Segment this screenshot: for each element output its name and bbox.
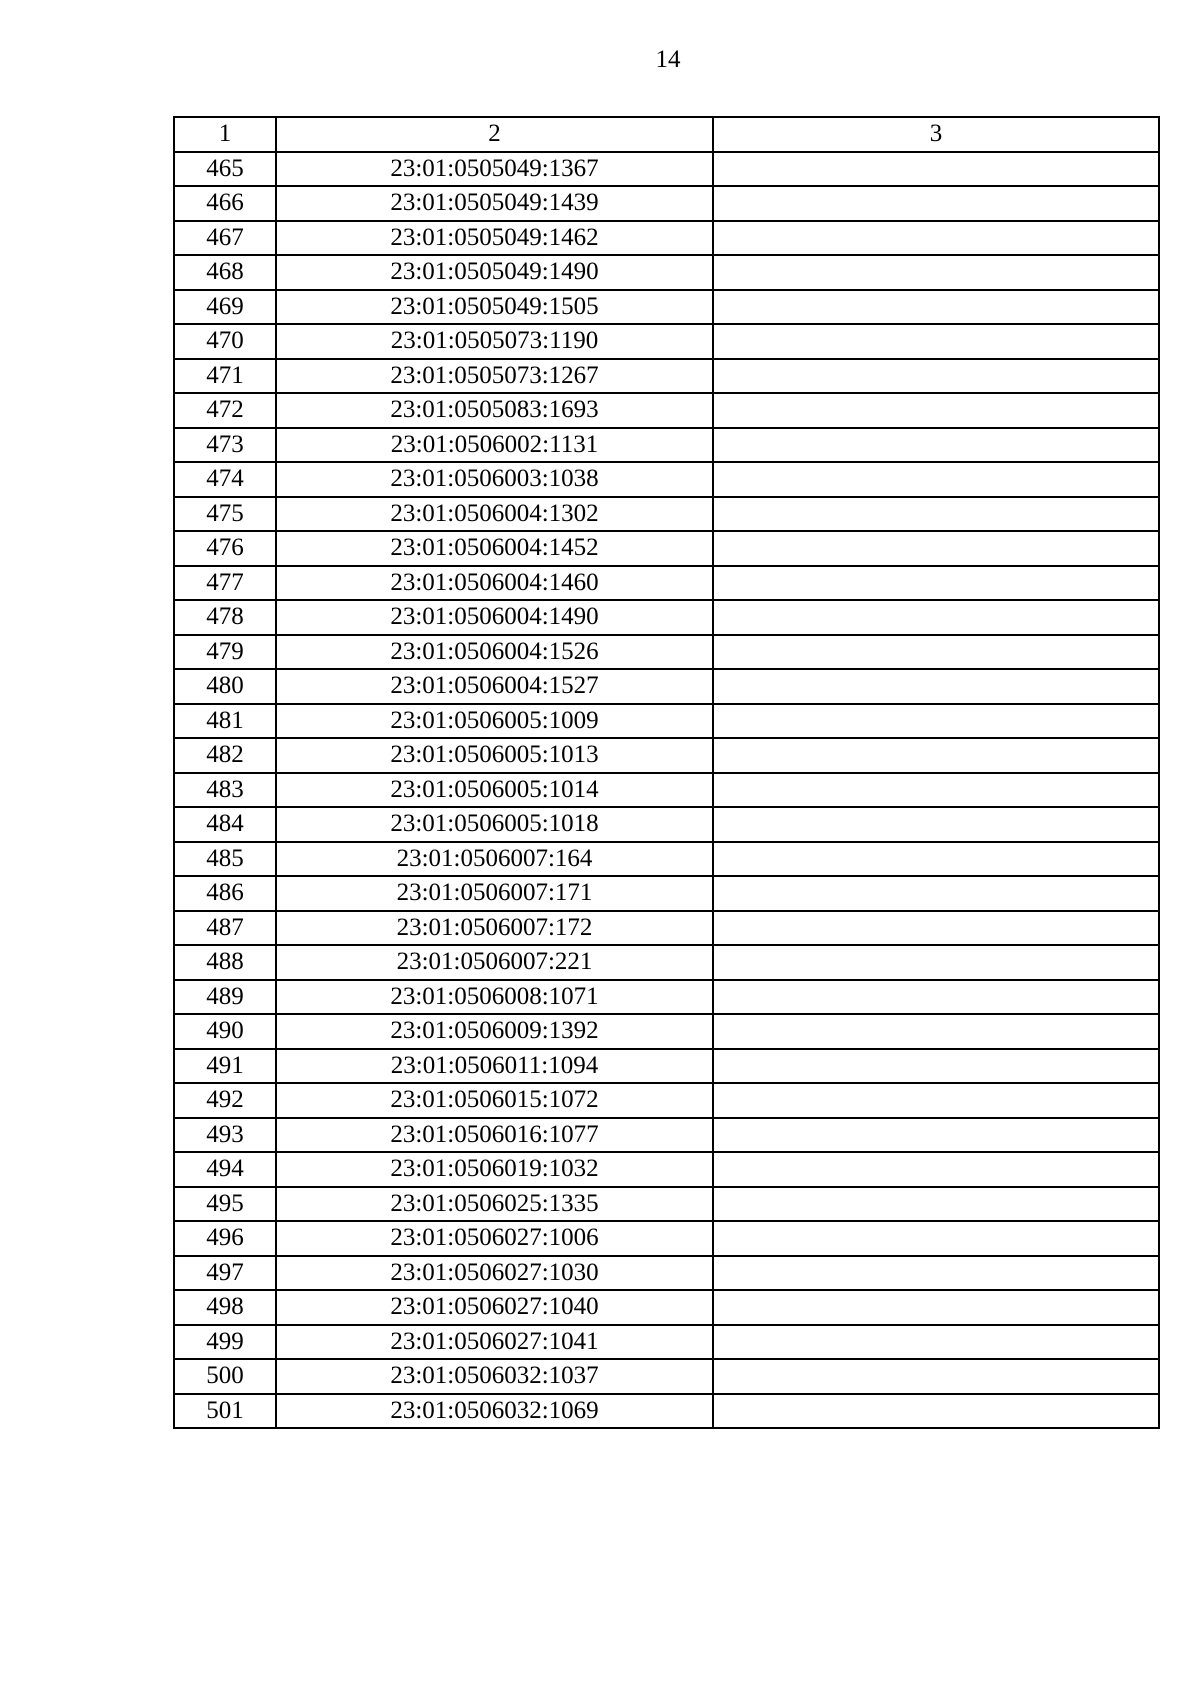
table-row: [174, 1049, 1159, 1084]
notes-cell: [713, 1359, 1159, 1394]
cadastral-number-cell: 23:01:0506007:172: [276, 911, 713, 946]
row-number-cell: 483: [174, 773, 276, 808]
notes-cell: [713, 1118, 1159, 1153]
cadastral-number-cell: 23:01:0506004:1526: [276, 635, 713, 670]
table-row: [174, 186, 1159, 221]
row-number-cell: 485: [174, 842, 276, 877]
table-row: [174, 324, 1159, 359]
notes-cell: [713, 255, 1159, 290]
cadastral-number-cell: 23:01:0505049:1367: [276, 152, 713, 187]
table-row: [174, 497, 1159, 532]
notes-cell: [713, 842, 1159, 877]
notes-cell: [713, 428, 1159, 463]
table-body: [174, 152, 1159, 1429]
table-row: [174, 1083, 1159, 1118]
notes-cell: [713, 462, 1159, 497]
cadastral-number-cell: 23:01:0506019:1032: [276, 1152, 713, 1187]
notes-cell: [713, 876, 1159, 911]
row-number-cell: 484: [174, 807, 276, 842]
row-number-cell: 469: [174, 290, 276, 325]
row-number-cell: 471: [174, 359, 276, 394]
row-number-cell: 494: [174, 1152, 276, 1187]
page-number: 14: [655, 46, 681, 73]
notes-cell: [713, 980, 1159, 1015]
table-row: [174, 738, 1159, 773]
notes-cell: [713, 359, 1159, 394]
table-row: [174, 842, 1159, 877]
row-number-cell: 473: [174, 428, 276, 463]
cadastral-number-cell: 23:01:0505049:1439: [276, 186, 713, 221]
row-number-cell: 481: [174, 704, 276, 739]
row-number-cell: 479: [174, 635, 276, 670]
table-row: [174, 1256, 1159, 1291]
row-number-cell: 498: [174, 1290, 276, 1325]
table-row: [174, 911, 1159, 946]
cadastral-number-cell: 23:01:0506025:1335: [276, 1187, 713, 1222]
cadastral-number-cell: 23:01:0506027:1041: [276, 1325, 713, 1360]
notes-cell: [713, 669, 1159, 704]
cadastral-number-cell: 23:01:0506032:1069: [276, 1394, 713, 1429]
cadastral-number-cell: 23:01:0506005:1018: [276, 807, 713, 842]
row-number-cell: 478: [174, 600, 276, 635]
row-number-cell: 490: [174, 1014, 276, 1049]
row-number-cell: 467: [174, 221, 276, 256]
table-row: [174, 807, 1159, 842]
cadastral-number-cell: 23:01:0506007:171: [276, 876, 713, 911]
notes-cell: [713, 566, 1159, 601]
table-row: [174, 980, 1159, 1015]
notes-cell: [713, 807, 1159, 842]
cadastral-number-cell: 23:01:0505049:1462: [276, 221, 713, 256]
notes-cell: [713, 1187, 1159, 1222]
cadastral-table: [173, 116, 1160, 1429]
table-row: [174, 669, 1159, 704]
notes-cell: [713, 290, 1159, 325]
cadastral-number-cell: 23:01:0506007:221: [276, 945, 713, 980]
table-row: [174, 1014, 1159, 1049]
notes-cell: [713, 911, 1159, 946]
cadastral-number-cell: 23:01:0506027:1040: [276, 1290, 713, 1325]
row-number-cell: 491: [174, 1049, 276, 1084]
notes-cell: [713, 497, 1159, 532]
table-header-row: [174, 117, 1159, 152]
cadastral-number-cell: 23:01:0505073:1190: [276, 324, 713, 359]
cadastral-number-cell: 23:01:0505049:1505: [276, 290, 713, 325]
notes-cell: [713, 531, 1159, 566]
table-row: [174, 1187, 1159, 1222]
row-number-cell: 497: [174, 1256, 276, 1291]
table-row: [174, 600, 1159, 635]
cadastral-number-cell: 23:01:0506005:1009: [276, 704, 713, 739]
table-row: [174, 221, 1159, 256]
row-number-cell: 476: [174, 531, 276, 566]
notes-cell: [713, 600, 1159, 635]
table-row: [174, 1325, 1159, 1360]
row-number-cell: 465: [174, 152, 276, 187]
table-row: [174, 152, 1159, 187]
notes-cell: [713, 1083, 1159, 1118]
row-number-cell: 487: [174, 911, 276, 946]
row-number-cell: 477: [174, 566, 276, 601]
row-number-cell: 486: [174, 876, 276, 911]
cadastral-number-cell: 23:01:0506004:1302: [276, 497, 713, 532]
cadastral-number-cell: 23:01:0506004:1460: [276, 566, 713, 601]
table-row: [174, 290, 1159, 325]
table-row: [174, 773, 1159, 808]
cadastral-number-cell: 23:01:0505083:1693: [276, 393, 713, 428]
cadastral-number-cell: 23:01:0506015:1072: [276, 1083, 713, 1118]
table-row: [174, 1394, 1159, 1429]
cadastral-number-cell: 23:01:0506003:1038: [276, 462, 713, 497]
notes-cell: [713, 738, 1159, 773]
table-row: [174, 945, 1159, 980]
notes-cell: [713, 1256, 1159, 1291]
column-header-1: 1: [174, 117, 276, 152]
cadastral-number-cell: 23:01:0506004:1452: [276, 531, 713, 566]
row-number-cell: 482: [174, 738, 276, 773]
row-number-cell: 499: [174, 1325, 276, 1360]
cadastral-number-cell: 23:01:0506004:1527: [276, 669, 713, 704]
row-number-cell: 495: [174, 1187, 276, 1222]
cadastral-number-cell: 23:01:0506016:1077: [276, 1118, 713, 1153]
cadastral-number-cell: 23:01:0506004:1490: [276, 600, 713, 635]
row-number-cell: 472: [174, 393, 276, 428]
row-number-cell: 488: [174, 945, 276, 980]
notes-cell: [713, 773, 1159, 808]
table-row: [174, 462, 1159, 497]
notes-cell: [713, 221, 1159, 256]
row-number-cell: 470: [174, 324, 276, 359]
cadastral-number-cell: 23:01:0506011:1094: [276, 1049, 713, 1084]
row-number-cell: 489: [174, 980, 276, 1015]
cadastral-number-cell: 23:01:0506008:1071: [276, 980, 713, 1015]
notes-cell: [713, 1394, 1159, 1429]
table-row: [174, 1359, 1159, 1394]
row-number-cell: 475: [174, 497, 276, 532]
cadastral-number-cell: 23:01:0506002:1131: [276, 428, 713, 463]
cadastral-number-cell: 23:01:0506032:1037: [276, 1359, 713, 1394]
row-number-cell: 500: [174, 1359, 276, 1394]
table-row: [174, 1152, 1159, 1187]
cadastral-number-cell: 23:01:0505073:1267: [276, 359, 713, 394]
table-row: [174, 359, 1159, 394]
notes-cell: [713, 324, 1159, 359]
notes-cell: [713, 1049, 1159, 1084]
cadastral-number-cell: 23:01:0506009:1392: [276, 1014, 713, 1049]
cadastral-number-cell: 23:01:0505049:1490: [276, 255, 713, 290]
cadastral-number-cell: 23:01:0506027:1006: [276, 1221, 713, 1256]
row-number-cell: 496: [174, 1221, 276, 1256]
row-number-cell: 493: [174, 1118, 276, 1153]
cadastral-number-cell: 23:01:0506005:1013: [276, 738, 713, 773]
row-number-cell: 480: [174, 669, 276, 704]
row-number-cell: 474: [174, 462, 276, 497]
cadastral-number-cell: 23:01:0506007:164: [276, 842, 713, 877]
table-row: [174, 1118, 1159, 1153]
row-number-cell: 501: [174, 1394, 276, 1429]
cadastral-number-cell: 23:01:0506027:1030: [276, 1256, 713, 1291]
table-row: [174, 704, 1159, 739]
notes-cell: [713, 152, 1159, 187]
column-header-2: 2: [276, 117, 713, 152]
notes-cell: [713, 1152, 1159, 1187]
table-row: [174, 255, 1159, 290]
notes-cell: [713, 186, 1159, 221]
table-row: [174, 531, 1159, 566]
notes-cell: [713, 1290, 1159, 1325]
table-row: [174, 393, 1159, 428]
notes-cell: [713, 1221, 1159, 1256]
notes-cell: [713, 635, 1159, 670]
table-row: [174, 566, 1159, 601]
notes-cell: [713, 1014, 1159, 1049]
notes-cell: [713, 1325, 1159, 1360]
table-row: [174, 876, 1159, 911]
table-row: [174, 1290, 1159, 1325]
row-number-cell: 468: [174, 255, 276, 290]
row-number-cell: 492: [174, 1083, 276, 1118]
column-header-3: 3: [713, 117, 1159, 152]
cadastral-number-cell: 23:01:0506005:1014: [276, 773, 713, 808]
notes-cell: [713, 393, 1159, 428]
row-number-cell: 466: [174, 186, 276, 221]
table-row: [174, 635, 1159, 670]
table-row: [174, 1221, 1159, 1256]
table-row: [174, 428, 1159, 463]
notes-cell: [713, 704, 1159, 739]
notes-cell: [713, 945, 1159, 980]
